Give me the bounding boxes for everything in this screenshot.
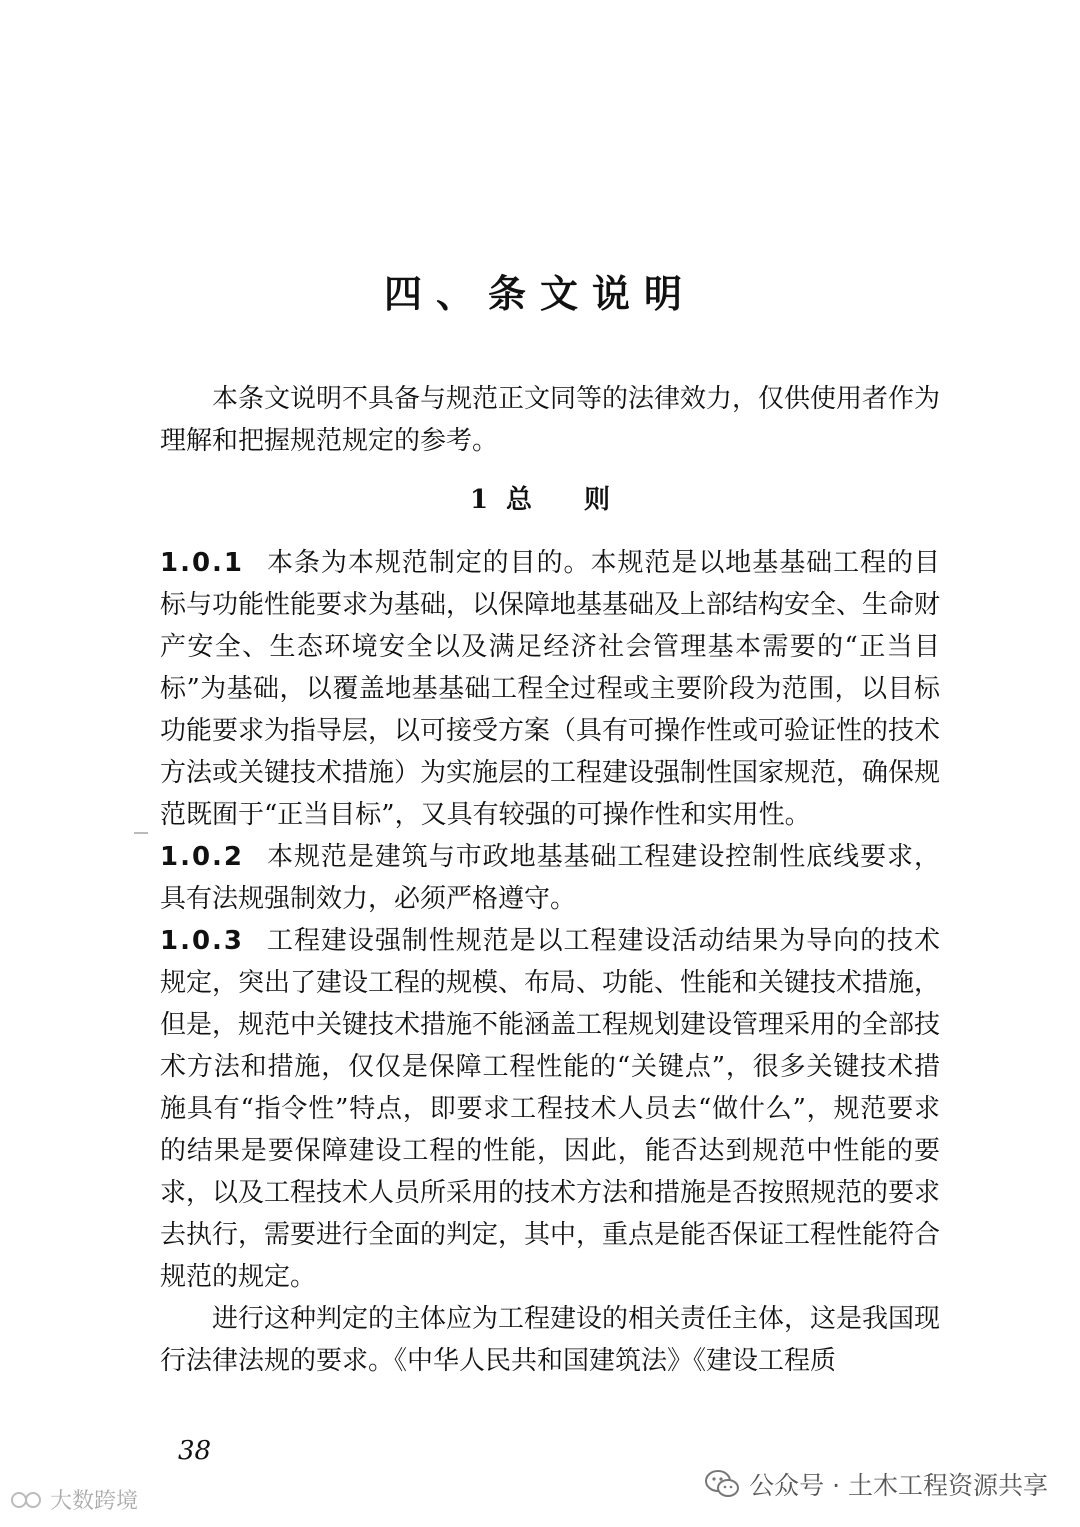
clause-1-0-3 (160, 920, 940, 1298)
page-number: 38 (178, 1436, 212, 1466)
section-body (160, 542, 940, 1382)
watermark-right (705, 1466, 1048, 1502)
watermark-left-text: 大数跨境 (50, 1489, 139, 1514)
clause-1-0-2 (160, 836, 940, 920)
clause-number: 1.0.2 (160, 842, 245, 872)
clause-text: 本规范是建筑与市政地基基础工程建设控制性底线要求，具有法规强制效力，必须严格遵守。 (160, 842, 940, 914)
continuation-paragraph: 进行这种判定的主体应为工程建设的相关责任主体，这是我国现行法律法规的要求。《中华人民共和国建筑法》《建设工程质 (160, 1304, 941, 1376)
clause-number: 1.0.3 (160, 926, 245, 956)
section-title-part1: 总 (506, 485, 533, 515)
wechat-icon (705, 1469, 739, 1499)
watermark-left (10, 1484, 138, 1515)
clause-1-0-1 (160, 542, 940, 836)
section-number: 1 (469, 485, 489, 515)
clause-number: 1.0.1 (160, 548, 245, 578)
intro-paragraph: 本条文说明不具备与规范正文同等的法律效力，仅供使用者作为理解和把握规范规定的参考。 (160, 384, 941, 456)
margin-mark (134, 832, 148, 834)
clause-text: 本条为本规范制定的目的。本规范是以地基基础工程的目标与功能性能要求为基础，以保障地基基础及上部结构安全、生命财产安全、生态环境安全以及满足经济社会管理基本需要的“正当目标”为基础，以覆盖地基基础工程全过程或主要阶段为范围，以目标功能要求为指导层，以可接受方案（具有可操作性或可验证性的技术方法或关键技术措施）为实施层的工程建设强制性国家规范，确保规范既囿于“正当目标”，又具有较强的可操作性和实用性。 (160, 548, 941, 830)
chapter-title: 四、条文说明 (383, 271, 696, 316)
section-title-part2: 则 (584, 485, 611, 515)
clause-text: 工程建设强制性规范是以工程建设活动结果为导向的技术规定，突出了建设工程的规模、布局、功能、性能和关键技术措施，但是，规范中关键技术措施不能涵盖工程规划建设管理采用的全部技术方法和措施，仅仅是保障工程性能的“关键点”，很多关键技术措施具有“指令性”特点，即要求工程技术人员去“做什么”，规范要求的结果是要保障建设工程的性能，因此，能否达到规范中性能的要求，以及工程技术人员所采用的技术方法和措施是否按照规范的要求去执行，需要进行全面的判定，其中，重点是能否保证工程性能符合规范的规定。 (160, 926, 941, 1292)
watermark-right-text: 公众号 · 土木工程资源共享 (749, 1471, 1048, 1500)
brand-logo-icon (10, 1489, 44, 1511)
section-title (0, 478, 1080, 522)
